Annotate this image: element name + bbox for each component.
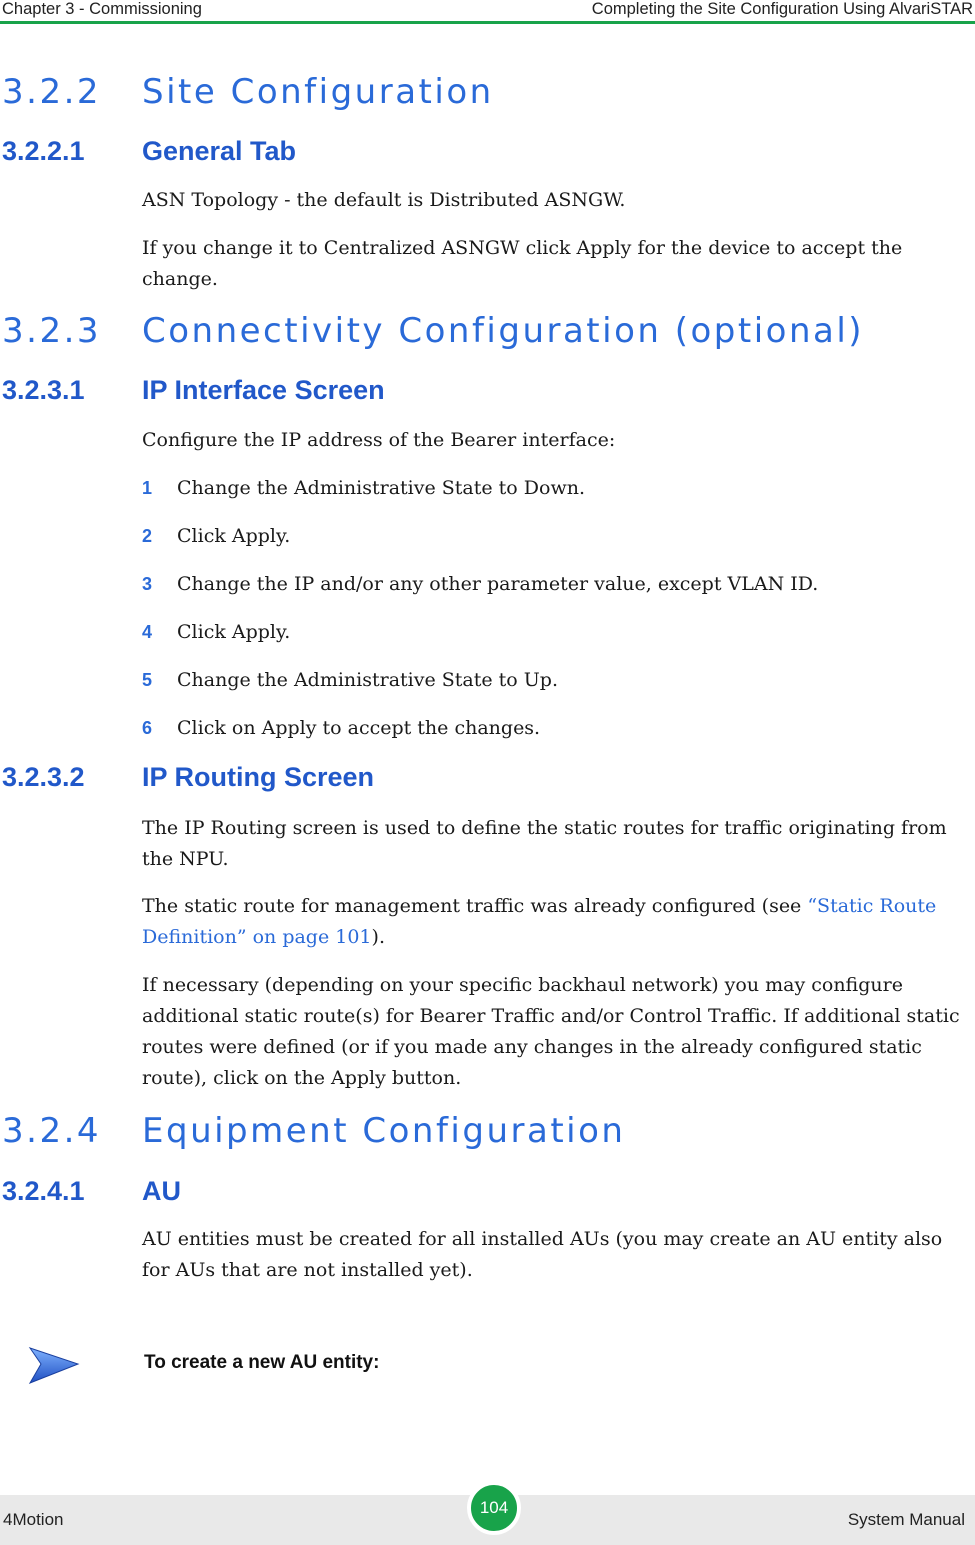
subsection-title: General Tab (142, 136, 297, 166)
paragraph (142, 891, 972, 953)
subsection-number: 3.2.2.1 (2, 136, 85, 166)
page-footer (0, 1495, 975, 1545)
subsection-title: IP Routing Screen (142, 762, 375, 792)
step-number: 2 (142, 526, 153, 546)
step-text: Change the Administrative State to Up. (177, 669, 558, 691)
paragraph: The IP Routing screen is used to define the static routes for traffic originating from the NPU. (142, 817, 947, 870)
list-item (142, 665, 558, 696)
section-title: Site Configuration (142, 72, 494, 112)
subsection-title: AU (142, 1176, 181, 1206)
section-heading-3-2-3 (2, 311, 864, 351)
subsection-heading-3-2-2-1 (2, 136, 296, 167)
section-heading-3-2-4 (2, 1111, 625, 1151)
step-number: 5 (142, 670, 153, 690)
step-text: Click Apply. (177, 525, 291, 547)
step-number: 4 (142, 622, 153, 642)
step-text: Click Apply. (177, 621, 291, 643)
list-item (142, 473, 585, 504)
paragraph-text: ). (371, 926, 385, 948)
cross-reference-link[interactable]: “Static Route Definition” on page 101 (142, 895, 937, 948)
procedure-arrow-icon (28, 1343, 80, 1385)
header-chapter: Chapter 3 - Commissioning (2, 0, 202, 18)
subsection-heading-3-2-3-2 (2, 762, 374, 793)
step-number: 6 (142, 718, 153, 738)
step-number: 1 (142, 478, 153, 498)
step-text: Change the IP and/or any other parameter value, except VLAN ID. (177, 573, 819, 595)
subsection-number: 3.2.3.2 (2, 762, 85, 792)
section-number: 3.2.4 (2, 1111, 102, 1151)
step-text: Change the Administrative State to Down. (177, 477, 585, 499)
header-rule (0, 21, 975, 24)
list-item (142, 713, 540, 744)
step-number: 3 (142, 574, 153, 594)
paragraph: If necessary (depending on your specific backhaul network) you may configure additional static route(s) for Bearer Traffic and/or Control Traffic. If additional static routes were defined (or if you made any changes in the already configured static route), click on the Apply button. (142, 974, 960, 1089)
list-item (142, 521, 290, 552)
header-section: Completing the Site Configuration Using AlvariSTAR (591, 0, 973, 18)
list-item (142, 617, 290, 648)
page-number-badge: 104 (467, 1481, 521, 1535)
section-title: Connectivity Configuration (optional) (142, 311, 865, 351)
section-number: 3.2.3 (2, 311, 102, 351)
subsection-heading-3-2-3-1 (2, 375, 385, 406)
paragraph-text: The static route for management traffic was already configured (see (142, 895, 808, 917)
subsection-title: IP Interface Screen (142, 375, 385, 405)
subsection-number: 3.2.3.1 (2, 375, 85, 405)
footer-product: 4Motion (3, 1510, 64, 1529)
section-heading-3-2-2 (2, 72, 494, 112)
paragraph: Configure the IP address of the Bearer interface: (142, 429, 616, 451)
procedure-label: To create a new AU entity: (144, 1352, 380, 1373)
paragraph: AU entities must be created for all installed AUs (you may create an AU entity also for AUs that are not installed yet). (142, 1228, 943, 1281)
subsection-heading-3-2-4-1 (2, 1176, 181, 1207)
section-number: 3.2.2 (2, 72, 102, 112)
paragraph: ASN Topology - the default is Distributed ASNGW. (142, 189, 626, 211)
procedure-heading (28, 1343, 928, 1387)
paragraph: If you change it to Centralized ASNGW click Apply for the device to accept the change. (142, 237, 903, 290)
section-title: Equipment Configuration (142, 1111, 626, 1151)
subsection-number: 3.2.4.1 (2, 1176, 85, 1206)
list-item (142, 569, 818, 600)
footer-manual: System Manual (847, 1510, 965, 1529)
step-text: Click on Apply to accept the changes. (177, 717, 541, 739)
